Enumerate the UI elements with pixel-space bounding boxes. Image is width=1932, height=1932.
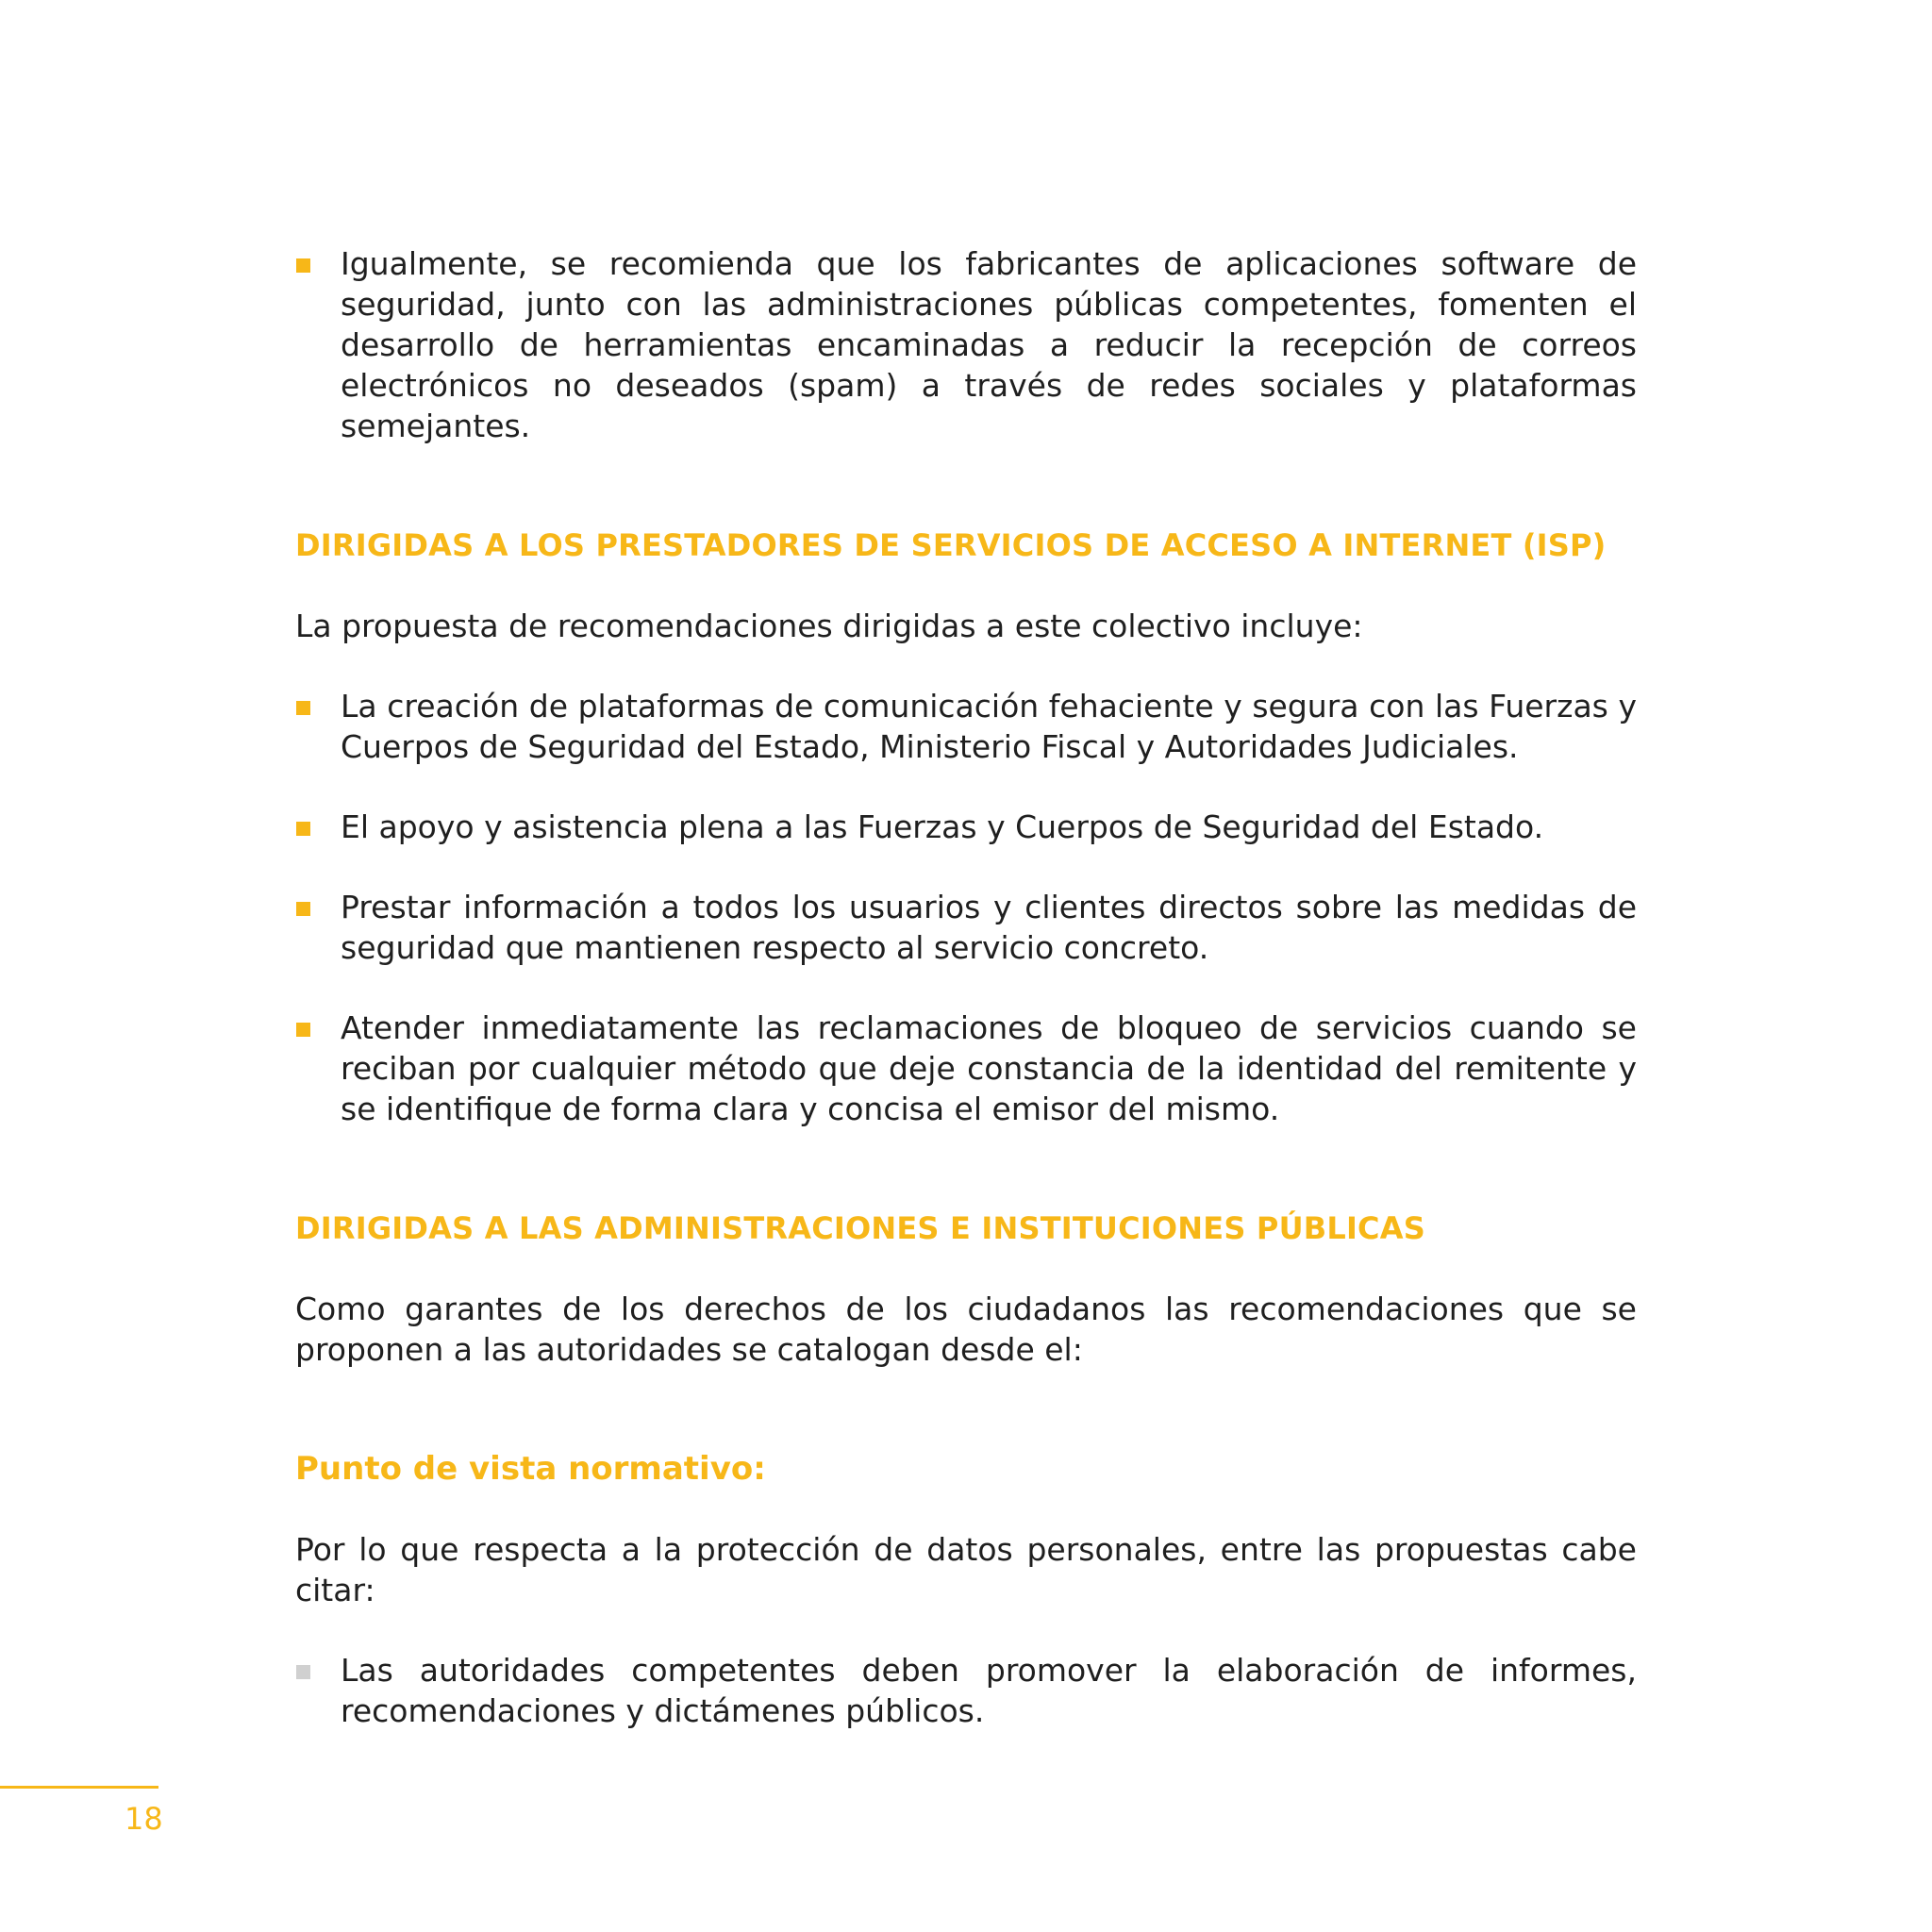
list-item [295,887,1637,968]
list-item [295,686,1637,767]
list-item [295,243,1637,446]
list-item-text: Atender inmediatamente las reclamaciones de bloqueo de servicios cuando se reciban por cualquier método que deje constancia de la identidad del remitente y se identifique de forma clara y concisa el emisor del mismo. [341,1009,1637,1127]
list-item-text: Las autoridades competentes deben promover la elaboración de informes, recomendaciones y dictámenes públicos. [341,1652,1637,1729]
list-item-text: El apoyo y asistencia plena a las Fuerzas y Cuerpos de Seguridad del Estado. [341,808,1544,845]
section-intro-isp: La propuesta de recomendaciones dirigidas a este colectivo incluye: [295,608,1363,644]
square-bullet-icon [296,701,310,715]
square-bullet-icon [296,258,310,273]
list-item-text: Igualmente, se recomienda que los fabricantes de aplicaciones software de seguridad, junto con las administraciones públicas competentes, fomenten el desarrollo de herramientas encaminadas a reducir la recepción de correos electrónicos no deseados (spam) a través de redes sociales y plataformas semejantes. [341,245,1637,444]
section-intro-admin: Como garantes de los derechos de los ciudadanos las recomendaciones que se proponen a las autoridades se catalogan desde el: [295,1291,1637,1368]
list-item-text: Prestar información a todos los usuarios y clientes directos sobre las medidas de seguridad que mantienen respecto al servicio concreto. [341,889,1637,966]
list-item [295,1008,1637,1129]
list-item [295,807,1637,847]
section-heading-isp: DIRIGIDAS A LOS PRESTADORES DE SERVICIOS DE ACCESO A INTERNET (ISP) [295,527,1607,563]
square-bullet-icon [296,1023,310,1037]
square-bullet-icon [296,902,310,916]
page-content [295,243,1637,1731]
list-item [295,1650,1637,1731]
section-heading-admin: DIRIGIDAS A LAS ADMINISTRACIONES E INSTITUCIONES PÚBLICAS [295,1210,1425,1246]
square-bullet-icon [296,1665,310,1679]
footer-rule [0,1786,158,1789]
page-number: 18 [125,1801,163,1837]
square-bullet-icon [296,822,310,836]
list-item-text: La creación de plataformas de comunicación fehaciente y segura con las Fuerzas y Cuerpos de Seguridad del Estado, Ministerio Fiscal y Autoridades Judiciales. [341,688,1637,765]
subsection-heading: Punto de vista normativo: [295,1450,766,1488]
subsection-intro: Por lo que respecta a la protección de datos personales, entre las propuestas cabe citar: [295,1531,1637,1608]
